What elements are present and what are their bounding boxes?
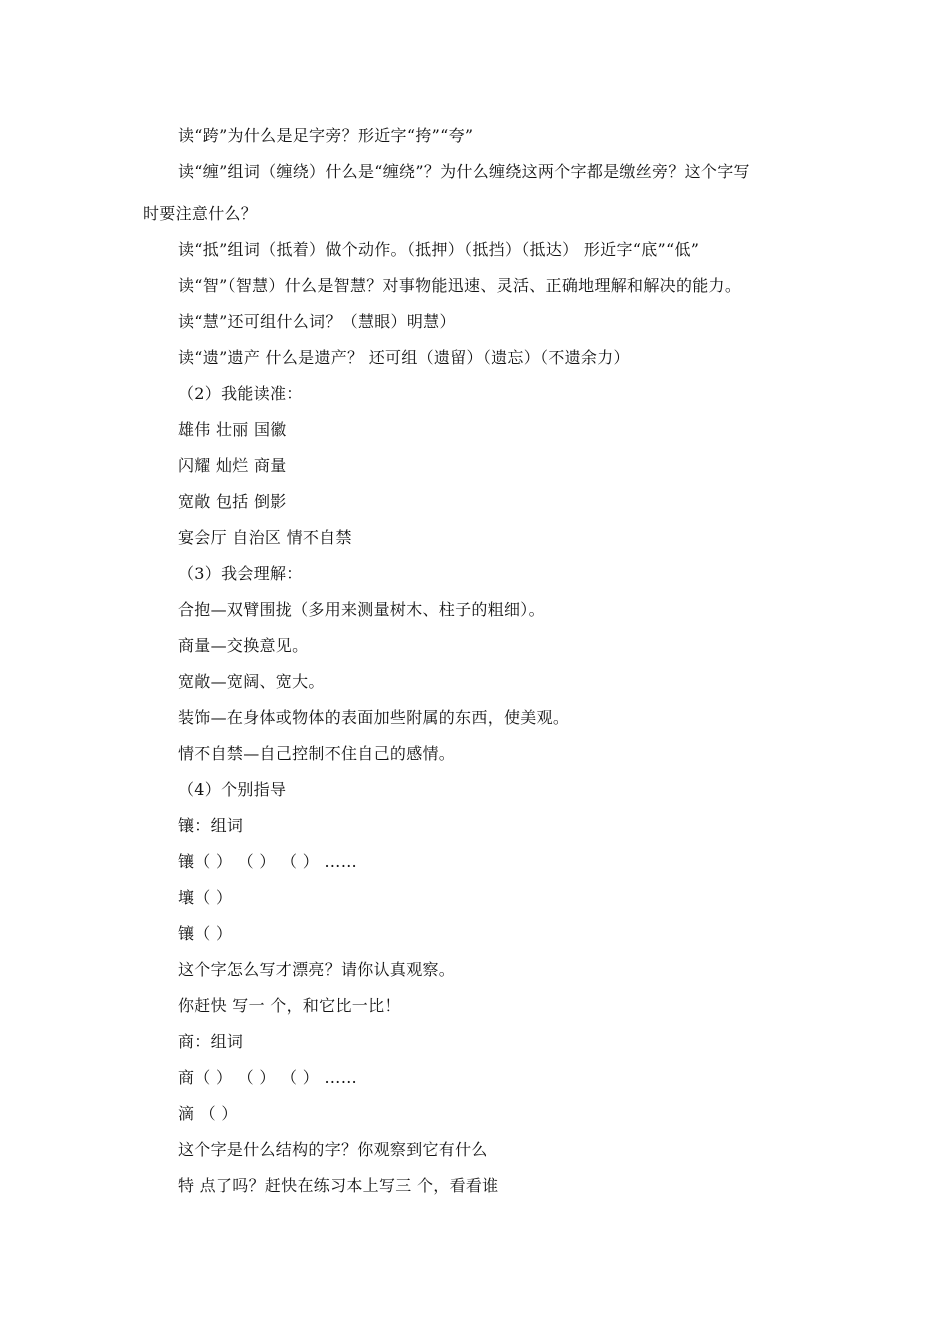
definition-line: 情不自禁—自己控制不住自己的感情。 [178,744,456,763]
text-line: 镶（ ） [178,924,233,943]
word-list-line: 宽敞 包括 倒影 [178,492,287,511]
definition-line: 商量—交换意见。 [178,636,309,655]
definition-line: 装饰—在身体或物体的表面加些附属的东西，使美观。 [178,708,570,727]
section-heading: （2）我能读准： [178,384,303,403]
definition-line: 合抱—双臂围拢（多用来测量树木、柱子的粗细）。 [178,600,545,619]
text-line: 读“慧”还可组什么词？（慧眼）明慧） [178,312,456,331]
definition-line: 宽敞—宽阔、宽大。 [178,672,325,691]
section-heading: （3）我会理解： [178,564,303,583]
word-list-line: 闪耀 灿烂 商量 [178,456,287,475]
text-line: 读“跨”为什么是足字旁？形近字“挎”“夸” [178,126,474,145]
text-line: 镶（ ） （ ） （ ） …… [178,852,358,871]
text-line: 这个字怎么写才漂亮？请你认真观察。 [178,960,456,979]
text-line: 读“缠”组词（缠绕）什么是“缠绕”？为什么缠绕这两个字都是缴丝旁？这个字写 [178,162,750,181]
text-line: 镶：组词 [178,816,244,835]
text-line: 特 点了吗？赶快在练习本上写三 个，看看谁 [178,1176,499,1195]
word-list-line: 雄伟 壮丽 国徽 [178,420,287,439]
text-line: 滴 （ ） [178,1104,238,1123]
text-line: 这个字是什么结构的字？你观察到它有什么 [178,1140,488,1159]
text-line: 时要注意什么？ [143,204,258,223]
text-line: 读“遗”遗产 什么是遗产？ 还可组（遗留）（遗忘）（不遗余力） [178,348,630,367]
text-line: 你赶快 写一 个，和它比一比！ [178,996,401,1015]
text-line: 读“抵”组词（抵着）做个动作。（抵押）（抵挡）（抵达） 形近字“底”“低” [178,240,700,259]
section-heading: （4）个别指导 [178,780,287,799]
text-line: 壤（ ） [178,888,233,907]
text-line: 商（ ） （ ） （ ） …… [178,1068,358,1087]
text-line: 读“智”（智慧）什么是智慧？对事物能迅速、灵活、正确地理解和解决的能力。 [178,276,742,295]
word-list-line: 宴会厅 自治区 情不自禁 [178,528,352,547]
text-line: 商：组词 [178,1032,244,1051]
